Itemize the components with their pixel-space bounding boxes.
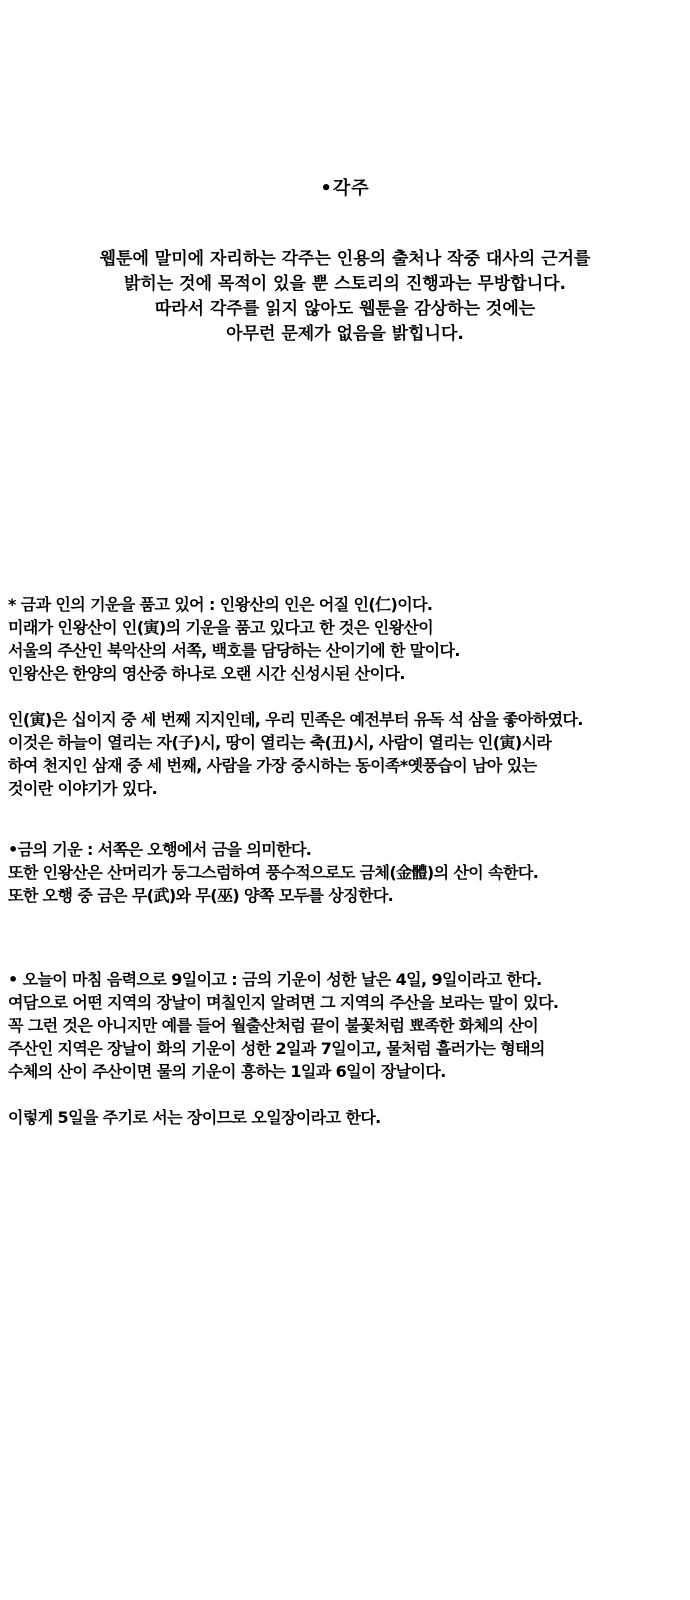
footnote-line: 이것은 하늘이 열리는 자(子)시, 땅이 열리는 축(丑)시, 사람이 열리는 인(寅)시라: [8, 733, 552, 752]
footnote-line: 주산인 지역은 장날이 화의 기운이 성한 2일과 7일이고, 물처럼 흘러가는 형태의: [8, 1039, 545, 1058]
footnote-line: 꼭 그런 것은 아니지만 예를 들어 월출산처럼 끝이 불꽃처럼 뾰족한 화체의 산이: [8, 1016, 539, 1035]
footnote-lunar-ninth: [8, 968, 688, 1129]
footnote-line: 여담으로 어떤 지역의 장날이 며칠인지 알려면 그 지역의 주산을 보라는 말이 있다.: [8, 993, 559, 1012]
intro-line: 아무런 문제가 없음을 밝힙니다.: [226, 324, 464, 344]
footnote-line: 서울의 주산인 북악산의 서쪽, 백호를 담당하는 산이기에 한 말이다.: [8, 641, 460, 660]
page-title: •각주: [320, 178, 370, 199]
intro-line: 따라서 각주를 읽지 않아도 웹툰을 감상하는 것에는: [154, 299, 536, 319]
footnote-line: 이렇게 5일을 주기로 서는 장이므로 오일장이라고 한다.: [8, 1108, 381, 1127]
paragraph-gap: [8, 685, 688, 708]
footnote-line: 또한 오행 중 금은 무(武)와 무(巫) 양쪽 모두를 상징한다.: [8, 886, 394, 905]
footnote-line: 수체의 산이 주산이면 물의 기운이 흥하는 1일과 6일이 장날이다.: [8, 1062, 446, 1081]
footnote-line: 또한 인왕산은 산머리가 둥그스럼하여 풍수적으로도 금체(金體)의 산이 속한다.: [8, 863, 539, 882]
footnote-gold-energy: [8, 838, 688, 907]
intro-paragraph: [20, 247, 670, 347]
footnote-line: 것이란 이야기가 있다.: [8, 779, 158, 798]
footnote-line: • 오늘이 마침 음력으로 9일이고 : 금의 기운이 성한 날은 4일, 9일이라고 한다.: [8, 970, 542, 989]
footnote-line: * 금과 인의 기운을 품고 있어 : 인왕산의 인은 어질 인(仁)이다.: [8, 595, 433, 614]
footnote-line: 미래가 인왕산이 인(寅)의 기운을 품고 있다고 한 것은 인왕산이: [8, 618, 434, 637]
footnote-line: 인(寅)은 십이지 중 세 번째 지지인데, 우리 민족은 예전부터 유독 석 삼을 좋아하였다.: [8, 710, 583, 729]
footnote-line: 하여 천지인 삼재 중 세 번째, 사람을 가장 중시하는 동이족*옛풍습이 남아 있는: [8, 756, 537, 775]
paragraph-gap: [8, 1083, 688, 1106]
footnote-line: •금의 기운 : 서쪽은 오행에서 금을 의미한다.: [8, 840, 312, 859]
footnote-gold-and-in: [8, 593, 688, 800]
intro-line: 웹툰에 말미에 자리하는 각주는 인용의 출처나 작중 대사의 근거를: [99, 249, 591, 269]
footnote-line: 인왕산은 한양의 영산중 하나로 오랜 시간 신성시된 산이다.: [8, 664, 405, 683]
intro-line: 밝히는 것에 목적이 있을 뿐 스토리의 진행과는 무방합니다.: [123, 274, 566, 294]
